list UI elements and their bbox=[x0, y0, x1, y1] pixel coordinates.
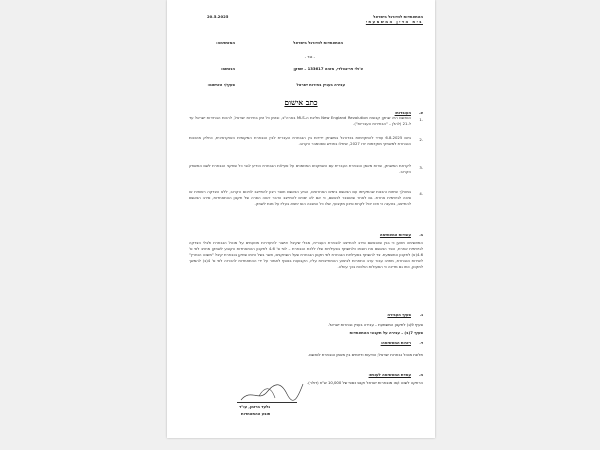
para-3-number: 3. bbox=[419, 165, 423, 170]
para-2-number: 2. bbox=[419, 137, 423, 142]
penalty-line: הרחקה לשנה ו/או מנבחרות ישראל וקנס כספי של 10,000 ש"ח (דולר). bbox=[307, 380, 423, 385]
offense-label: סעיף/י האישום: bbox=[207, 82, 235, 87]
section-b-title: עובדות המאשימה bbox=[379, 232, 411, 237]
section-c-title: סעיף העבירה bbox=[387, 312, 411, 317]
document-page bbox=[167, 0, 435, 438]
para-1-number: 1. bbox=[419, 117, 423, 122]
prosecutor-value: ההתאחדות לכדורגל בישראל bbox=[293, 40, 343, 45]
section-b-number: ב. bbox=[419, 232, 423, 237]
signature-role: תובע ההתאחדות bbox=[241, 411, 271, 416]
section-c-number: ג. bbox=[419, 312, 423, 317]
section-d-number: ד. bbox=[419, 340, 423, 345]
defendant-label: הנאשם: bbox=[220, 66, 235, 71]
para-4: במהלך שיחות והכנות שהתקיימו עם הנאשם בימים האחרונים, הביע הנאשם חוסר רצון להתייצב לכינוס הקרוב, ללא הצדקה רפואית או סיבה לגיטימית אחרת. גם לאחר שהוסבר לנאשם, כי אם לא יסכים להתייצב הדבר יהווה הפרה של תקנון ההתאחדות, סירב הנאשם להתייצב, בטענה כי אינו יכול לקחת סיכון מקצועי, שלו כל המבנה הוא ימצא בעליו על מנת לשחק. bbox=[189, 189, 411, 206]
offense-value: עבירה בעניין בחירות ישראל bbox=[296, 82, 345, 87]
para-5: המאשימה תטען כי בגין שהנאשם סירב להתייצב לנבחרת העברית, מבלי שקיבל אישור להיעדרות מטעמים על מנהל הנבחרת ולבלי הצדקה לגיטימית אחרת, הפר הנאשם את חובתו כלחשתף בפעילויות שלו ללכת הנבחרת – לפי ס' 4.6 לתקנון ההתאחדות הקובע לשחקן מחויב לפי ס' 4.6(א) לתקנון המשמעת. צד להשתף בפעילויות הנבחרת לפי תקנון הנבחרת שעל השחקנים, אשר בשל היותו שחקן בנבחרת קיבל "משנה הנחרץ" לשירות הנבחרת, מחויב עבור ערב התחרות לביצוע ההתחייבויות עליו, הקבועות בנוסף לאמור על ידי ההתאחדות להכרזה לפי ס' 4(ב) להמשך לתקנון, כמו גם מדינה כי הפעולות הולכות בכך עוולה. bbox=[189, 240, 423, 269]
para-3: לקראת המשחק, שרות מאמן הנבחרת העברית עם השחקנים המוזמנים על פעילות הנבחרת הודיע לגבי כל שחקני הנבחרת לשם המשחק הקרוב. bbox=[189, 163, 411, 174]
versus-label: - נגד - bbox=[304, 54, 315, 59]
signature-line bbox=[237, 402, 297, 403]
offense-line-1: סעיף 9(ג) לתקנון המשמעת – עבירה בעניין נבחרות ישראל. bbox=[327, 322, 423, 327]
para-4-number: 4. bbox=[419, 191, 423, 196]
section-e-number: ה. bbox=[418, 372, 423, 377]
header-org: ההתאחדות לכדורגל בישראל bbox=[373, 14, 423, 19]
signature-name: גלעד ברזמן, עו"ד bbox=[239, 404, 271, 409]
section-d-title: ראיות המאשימה: bbox=[380, 340, 411, 345]
document-title: כתב אישום bbox=[284, 98, 318, 107]
signature-scribble-icon bbox=[237, 378, 307, 404]
defendant-value: צ'ולי פרינגולדי, מזהה 133617 – שחקן bbox=[293, 66, 363, 71]
section-a-number: א. bbox=[418, 110, 423, 115]
para-1: הנאשם היה שחקן קבוצת New England Revolution מליגת ה-MLS בארה"ב, ובזמן כל זמן בחירות ישראל, לרבות הבחירות ישראל עד ל-21 (להלן – "הבחירות העבריות"). bbox=[189, 115, 411, 126]
prosecutor-label: המאשימה: bbox=[216, 40, 235, 45]
section-a-title: העובדות: bbox=[394, 110, 411, 115]
header-court: בית הדין המשמעתי bbox=[365, 19, 423, 24]
offense-line-2: סעיף 7(ב) – עבירה על תקנוני ההתאחדות bbox=[349, 330, 423, 335]
evidence-line: תלונת מנהל נבחרות ישראל; הודעות ודיווחים בין מאמן הנבחרת לנאשם. bbox=[308, 352, 423, 357]
para-2: ביום 6.8.2025 עודד להתקדמות בכדורגל במשחק ידידות בין הנבחרת העברית לבין הנבחרת המקומית האוקראינית, כחלק מהכנות הנבחרת למשחקי מוקדמות יורו 2027, שיחלו בחודש ספטמבר הקרוב. bbox=[189, 135, 411, 146]
header-date: 20.5.2025 bbox=[207, 14, 229, 19]
section-e-title: עמדת המאשימה לעונש: bbox=[368, 372, 411, 377]
